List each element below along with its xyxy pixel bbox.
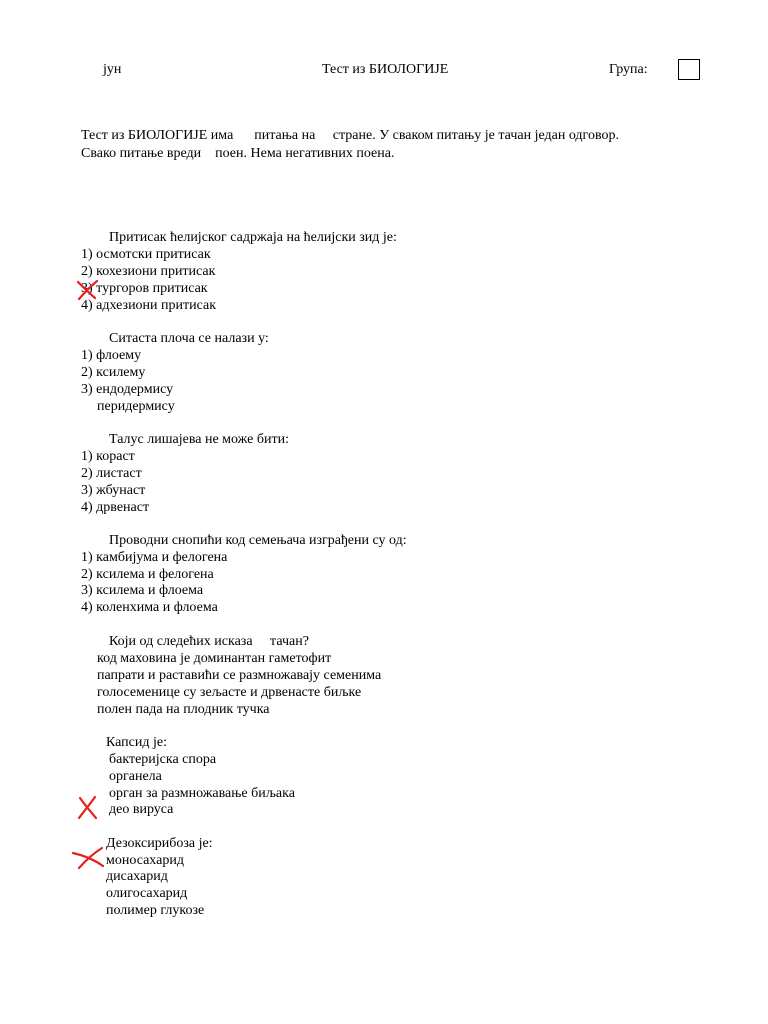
group-label: Група: <box>609 62 648 77</box>
question-7-text: Дезоксирибоза је: <box>106 836 213 851</box>
question-4-option-4[interactable]: 4) коленхима и флоема <box>81 600 218 615</box>
question-3-option-4[interactable]: 4) дрвенаст <box>81 500 150 515</box>
question-1-option-3[interactable]: 3) тургоров притисак <box>81 281 208 296</box>
question-2-option-2[interactable]: 2) ксилему <box>81 365 146 380</box>
question-6-text: Капсид је: <box>106 735 167 750</box>
question-6-option-3[interactable]: орган за размножавање биљака <box>109 786 295 801</box>
answer-mark-q1 <box>74 279 100 301</box>
question-4-text: Проводни снопићи код семењача изграђени су од: <box>109 533 407 548</box>
answer-mark-q7 <box>70 844 106 870</box>
question-7-option-3[interactable]: олигосахарид <box>106 886 188 901</box>
question-1-option-1[interactable]: 1) осмотски притисак <box>81 247 211 262</box>
question-6-option-4[interactable]: део вируса <box>109 802 174 817</box>
question-4-option-3[interactable]: 3) ксилема и флоема <box>81 583 204 598</box>
question-3-text: Талус лишајева не може бити: <box>109 432 289 447</box>
question-2-option-1[interactable]: 1) флоему <box>81 348 142 363</box>
answer-mark-q6 <box>74 795 100 821</box>
question-5-option-3[interactable]: голосеменице су зељасте и дрвенасте биљке <box>97 685 362 700</box>
question-3-option-2[interactable]: 2) листаст <box>81 466 142 481</box>
group-box[interactable] <box>678 59 700 80</box>
question-2-option-3[interactable]: 3) ендодермису <box>81 382 174 397</box>
question-5-option-2[interactable]: папрати и раставићи се размножавају семенима <box>97 668 382 683</box>
intro-line-1: Тест из БИОЛОГИЈЕ има питања на стране. У сваком питању је тачан један одговор. <box>81 128 619 143</box>
question-1-text: Притисак ћелијског садржаја на ћелијски зид је: <box>109 230 397 245</box>
question-3-option-3[interactable]: 3) жбунаст <box>81 483 146 498</box>
question-4-option-1[interactable]: 1) камбијума и фелогена <box>81 550 228 565</box>
question-2-text: Ситаста плоча се налази у: <box>109 331 269 346</box>
question-5-option-4[interactable]: полен пада на плодник тучка <box>97 702 270 717</box>
question-6-option-2[interactable]: органела <box>109 769 162 784</box>
question-2-option-4[interactable]: перидермису <box>97 399 175 414</box>
intro-line-2: Свако питање вреди поен. Нема негативних поена. <box>81 146 395 161</box>
exam-month: јун <box>103 62 122 77</box>
question-4-option-2[interactable]: 2) ксилема и фелогена <box>81 567 214 582</box>
question-7-option-4[interactable]: полимер глукозе <box>106 903 205 918</box>
question-5-option-1[interactable]: код маховина је доминантан гаметофит <box>97 651 332 666</box>
question-5-text: Који од следећих исказа тачан? <box>109 634 309 649</box>
question-1-option-2[interactable]: 2) кохезиони притисак <box>81 264 216 279</box>
question-1-option-4[interactable]: 4) адхезиони притисак <box>81 298 217 313</box>
page-title: Тест из БИОЛОГИЈЕ <box>322 62 449 77</box>
question-3-option-1[interactable]: 1) кораст <box>81 449 135 464</box>
question-7-option-2[interactable]: дисахарид <box>106 869 168 884</box>
question-7-option-1[interactable]: моносахарид <box>106 853 184 868</box>
question-6-option-1[interactable]: бактеријска спора <box>109 752 217 767</box>
